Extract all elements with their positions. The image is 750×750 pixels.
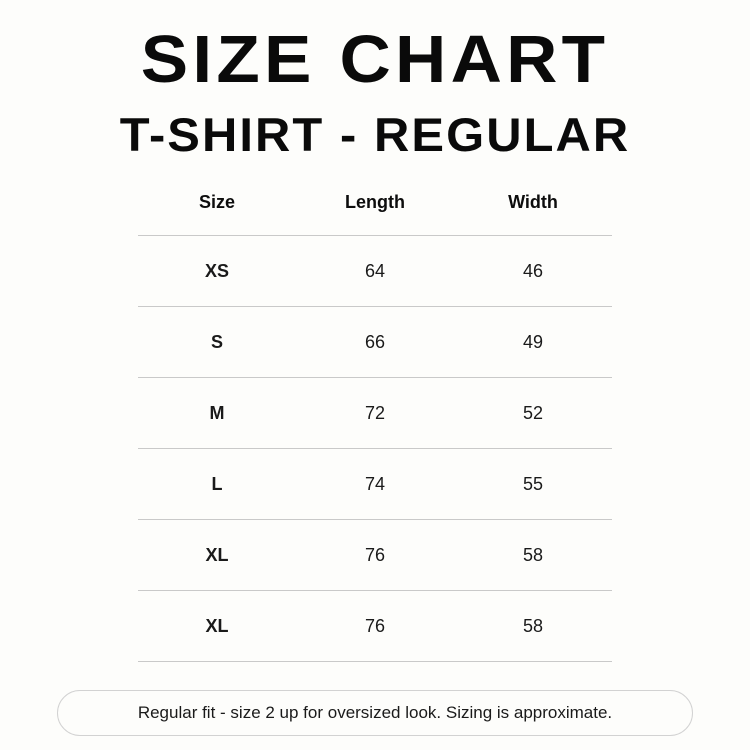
cell-size: L — [138, 449, 296, 520]
cell-length: 74 — [296, 449, 454, 520]
table-row — [138, 520, 612, 591]
cell-width: 58 — [454, 591, 612, 662]
title-block — [30, 22, 720, 161]
cell-length: 76 — [296, 520, 454, 591]
table-row — [138, 591, 612, 662]
page-title: SIZE CHART — [140, 22, 610, 97]
column-header-size: Size — [198, 192, 236, 212]
cell-size: XL — [138, 591, 296, 662]
table-header — [138, 192, 612, 236]
cell-width: 55 — [454, 449, 612, 520]
column-header-length: Length — [345, 192, 405, 212]
table-row — [138, 449, 612, 520]
cell-size: M — [138, 378, 296, 449]
cell-length: 64 — [296, 236, 454, 307]
table-row — [138, 236, 612, 307]
cell-size: XL — [138, 520, 296, 591]
column-header-width: Width — [508, 192, 558, 212]
table-row — [138, 307, 612, 378]
cell-length: 66 — [296, 307, 454, 378]
cell-width: 58 — [454, 520, 612, 591]
cell-size: XS — [138, 236, 296, 307]
cell-width: 49 — [454, 307, 612, 378]
size-table — [138, 192, 612, 662]
cell-size: S — [138, 307, 296, 378]
table-header-row — [138, 192, 612, 236]
cell-length: 72 — [296, 378, 454, 449]
fit-note: Regular fit - size 2 up for oversized look. Sizing is approximate. — [57, 690, 693, 736]
cell-width: 52 — [454, 378, 612, 449]
table-body — [138, 236, 612, 662]
size-table-container — [138, 192, 612, 662]
page-subtitle: T-SHIRT - REGULAR — [119, 108, 631, 161]
cell-width: 46 — [454, 236, 612, 307]
cell-length: 76 — [296, 591, 454, 662]
table-row — [138, 378, 612, 449]
